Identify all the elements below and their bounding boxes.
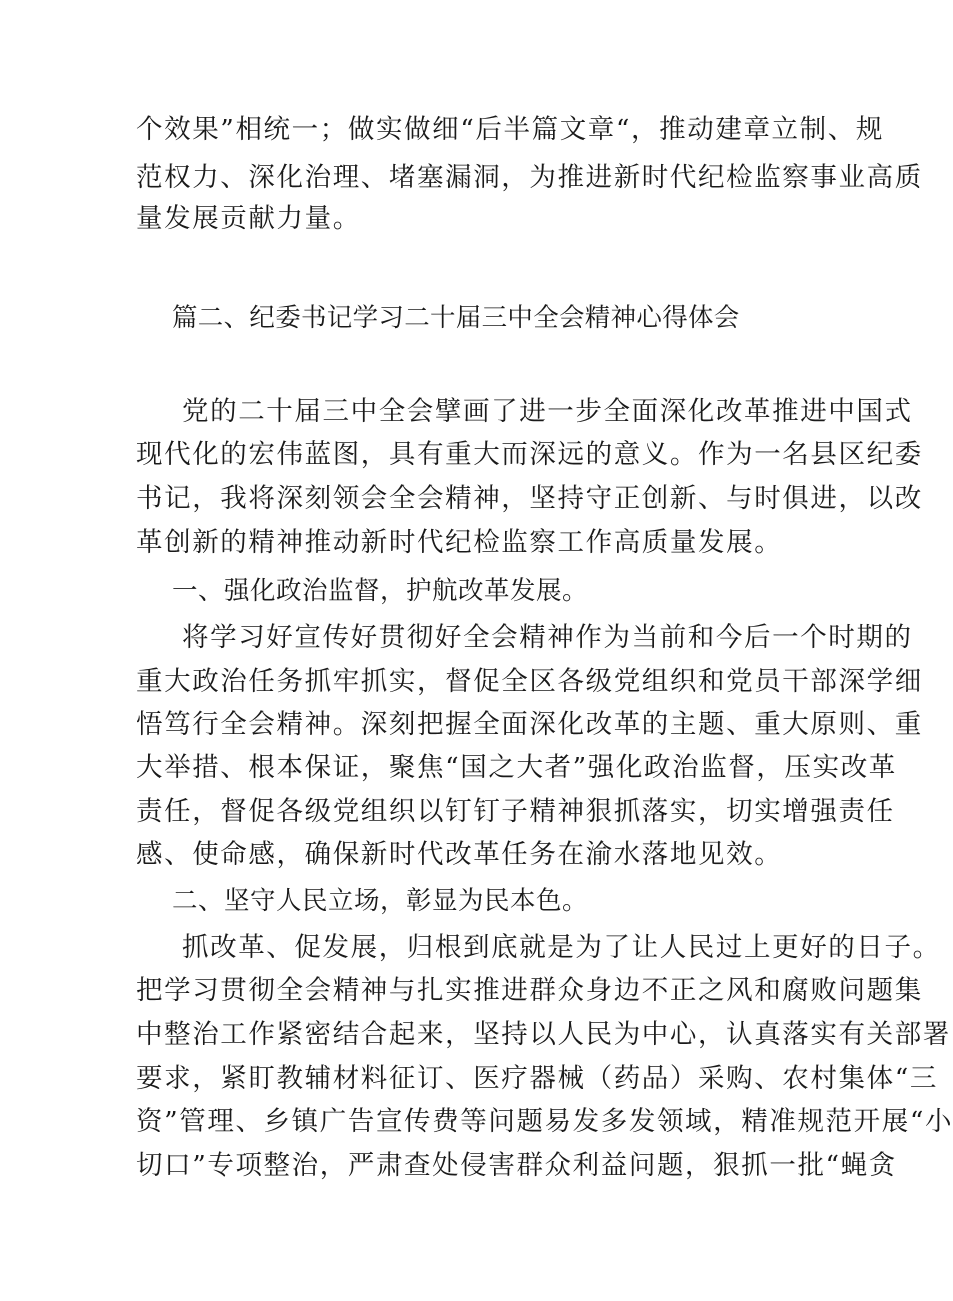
para-2-line-2: 把学习贯彻全会精神与扎实推进群众身边不正之风和腐败问题集 [136, 975, 923, 1006]
heading-people-stance: 二、坚守人民立场，彰显为民本色。 [172, 886, 589, 916]
intro-line-3: 书记，我将深刻领会全会精神，坚持守正创新、与时俱进，以改 [136, 483, 923, 514]
para-1-line-3: 悟笃行全会精神。深刻把握全面深化改革的主题、重大原则、重 [136, 709, 923, 740]
para-2-line-1: 抓改革、促发展，归根到底就是为了让人民过上更好的日子。 [182, 932, 941, 963]
para-1-line-6: 感、使命感，确保新时代改革任务在渝水落地见效。 [136, 839, 783, 870]
continuation-line-2: 范权力、深化治理、堵塞漏洞，为推进新时代纪检监察事业高质 [136, 162, 923, 193]
continuation-line-3: 量发展贡献力量。 [136, 203, 361, 234]
para-2-line-3: 中整治工作紧密结合起来，坚持以人民为中心，认真落实有关部署 [136, 1019, 951, 1050]
para-1-line-4: 大举措、根本保证，聚焦“国之大者”强化政治监督，压实改革 [136, 752, 897, 783]
section-title: 篇二、纪委书记学习二十届三中全会精神心得体会 [172, 303, 740, 333]
continuation-line-1: 个效果”相统一；做实做细“后半篇文章“，推动建章立制、规 [136, 114, 884, 145]
para-1-line-2: 重大政治任务抓牢抓实，督促全区各级党组织和党员干部深学细 [136, 666, 923, 697]
intro-line-4: 革创新的精神推动新时代纪检监察工作高质量发展。 [136, 527, 783, 558]
para-2-line-4: 要求，紧盯教辅材料征订、医疗器械（药品）采购、农村集体“三 [136, 1063, 938, 1094]
intro-line-1: 党的二十届三中全会擘画了进一步全面深化改革推进中国式 [182, 396, 913, 427]
heading-political-supervision: 一、强化政治监督，护航改革发展。 [172, 576, 589, 606]
para-2-line-6: 切口”专项整治，严肃查处侵害群众利益问题，狠抓一批“蝇贪 [136, 1150, 897, 1181]
para-1-line-5: 责任，督促各级党组织以钉钉子精神狠抓落实，切实增强责任 [136, 796, 895, 827]
para-2-line-5: 资”管理、乡镇广告宣传费等问题易发多发领域，精准规范开展“小 [136, 1106, 953, 1137]
intro-line-2: 现代化的宏伟蓝图，具有重大而深远的意义。作为一名县区纪委 [136, 439, 923, 470]
para-1-line-1: 将学习好宣传好贯彻好全会精神作为当前和今后一个时期的 [182, 622, 913, 653]
